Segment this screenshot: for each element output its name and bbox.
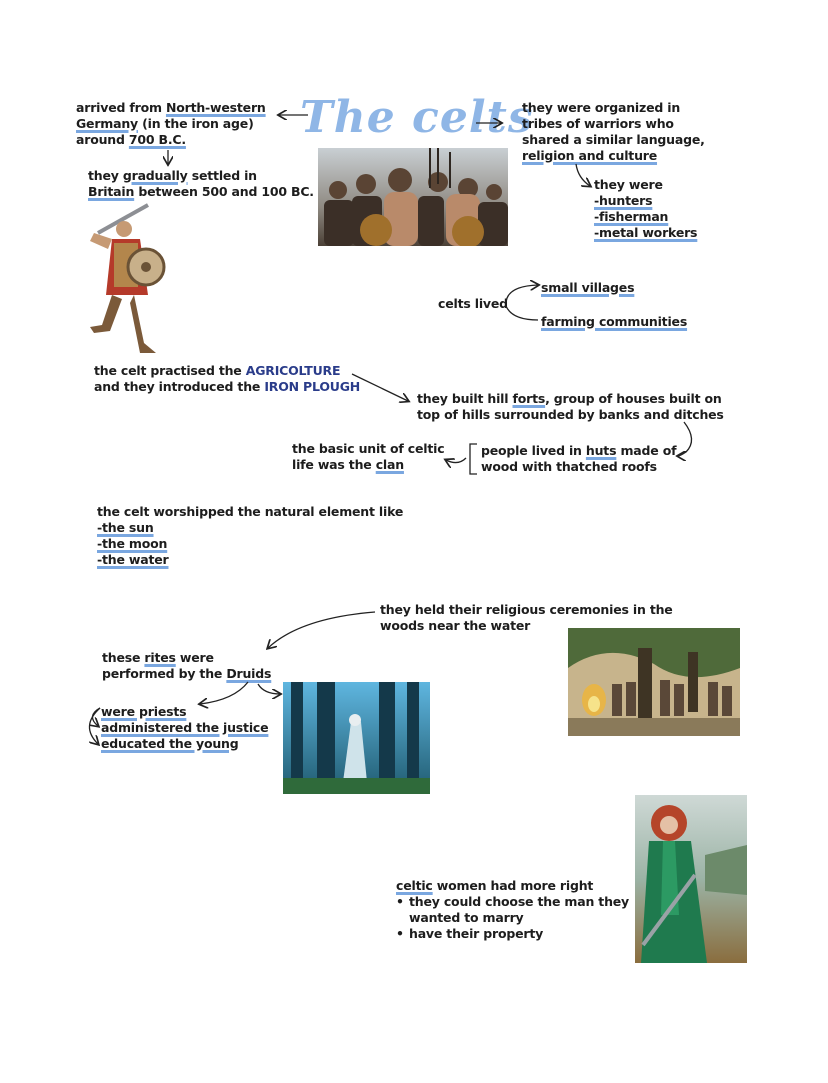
settled-line-1: they gradually settled in [88, 168, 257, 183]
agriculture-line-1: the celt practised the AGRICOLTURE [94, 363, 341, 378]
celts-lived-label: celts lived [438, 296, 508, 311]
small-villages-label: small villages [541, 280, 635, 295]
tribes-line-1: they were organized in [522, 100, 681, 115]
hillforts-line-1: they built hill forts, group of houses built on [417, 391, 722, 406]
women-heading: celtic women had more right [396, 878, 594, 893]
women-bullet-1: • they could choose the man they [396, 894, 630, 909]
worship-item-moon: -the moon [97, 536, 168, 551]
tribes-role-fisherman: -fisherman [594, 209, 669, 224]
druids-line-2: performed by the Druids [102, 666, 272, 681]
druids-line-1: these rites were [102, 650, 214, 665]
women-bullet-2: • have their property [396, 926, 544, 941]
druid-role-priests: were priests [101, 704, 187, 719]
tribes-line-4: religion and culture [522, 148, 658, 163]
hillforts-line-2: top of hills surrounded by banks and ditches [417, 407, 724, 422]
tribes-role-metal-workers: -metal workers [594, 225, 698, 240]
ceremonies-line-1: they held their religious ceremonies in the [380, 602, 673, 617]
agriculture-line-2: and they introduced the IRON PLOUGH [94, 379, 361, 394]
druid-role-educated: educated the young [101, 736, 239, 751]
tribes-roles-intro: they were [594, 177, 663, 192]
huts-line-1: people lived in huts made of [481, 443, 677, 458]
origin-line-3: around 700 B.C. [76, 132, 186, 147]
worship-intro: the celt worshipped the natural element like [97, 504, 404, 519]
clan-line-1: the basic unit of celtic [292, 441, 445, 456]
druid-role-justice: administered the justice [101, 720, 269, 735]
origin-line-1: arrived from North-western [76, 100, 266, 115]
worship-item-sun: -the sun [97, 520, 154, 535]
tribes-role-hunters: -hunters [594, 193, 653, 208]
tribes-line-3: shared a similar language, [522, 132, 705, 147]
farming-communities-label: farming communities [541, 314, 688, 329]
huts-line-2: wood with thatched roofs [481, 459, 657, 474]
clan-line-2: life was the clan [292, 457, 404, 472]
origin-line-2: Germany (in the iron age) [76, 116, 254, 131]
page-title: The celts [300, 92, 534, 143]
women-bullet-1-cont: wanted to marry [409, 910, 524, 925]
worship-item-water: -the water [97, 552, 169, 567]
settled-line-2: Britain between 500 and 100 BC. [88, 184, 314, 199]
ceremonies-line-2: woods near the water [380, 618, 531, 633]
tribes-line-2: tribes of warriors who [522, 116, 674, 131]
